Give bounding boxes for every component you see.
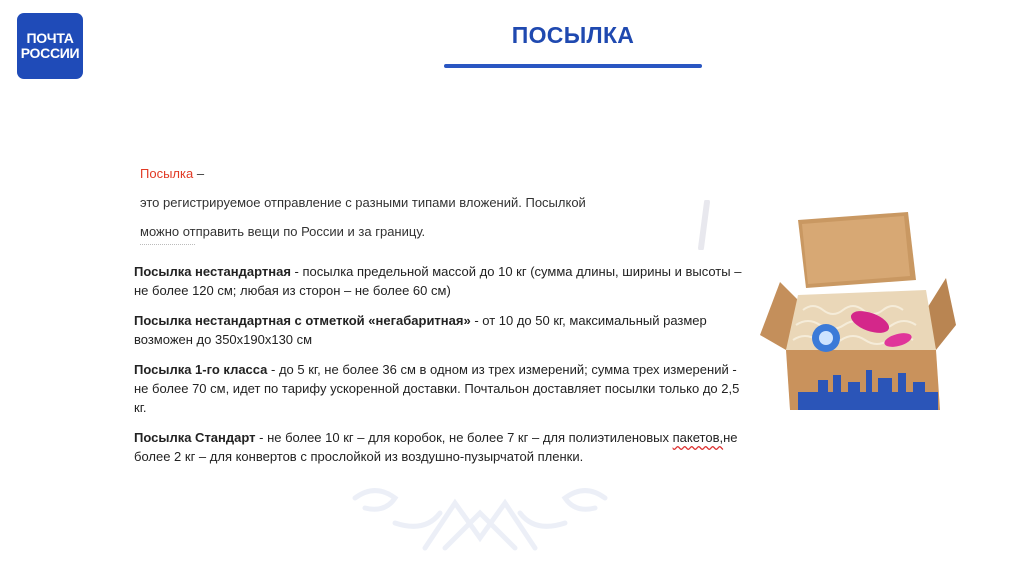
definition-term-text: Посылка	[140, 166, 194, 181]
list-item	[134, 262, 744, 300]
item-text: не более 2 кг – для конвертов с прослойкой из воздушно-пузырчатой пленки.	[134, 430, 738, 464]
item-title: Посылка 1-го класса	[134, 362, 268, 377]
pochta-rossii-logo	[17, 13, 83, 79]
item-title: Посылка нестандартная с отметкой «негабаритная»	[134, 313, 471, 328]
list-item	[134, 311, 744, 349]
page-title: ПОСЫЛКА	[511, 22, 635, 48]
item-text: - посылка предельной массой до 10 кг (сумма длины, ширины и высоты – не более 120 см; любая из сторон – не более 60 см)	[134, 264, 742, 298]
logo-line-1: ПОЧТА	[26, 30, 74, 46]
item-title: Посылка Стандарт	[134, 430, 256, 445]
item-title: Посылка нестандартная	[134, 264, 291, 279]
definition-dash: –	[196, 166, 205, 181]
watermark-ornament	[335, 478, 625, 558]
item-text: - до 5 кг, не более 36 см в одном из трех измерений; сумма трех измерений - не более 70 см, идет по тарифу ускоренной доставки. Почтальон доставляет посылки только до 2,5 кг.	[134, 362, 740, 415]
list-item	[134, 360, 744, 417]
definition-line-2: можно отправить вещи по России и за границу.	[140, 224, 426, 239]
decorative-stroke	[697, 200, 711, 250]
item-text: - от 10 до 50 кг, максимальный размер возможен до 350х190х130 см	[134, 313, 707, 347]
item-text-underlined: пакетов,	[672, 430, 724, 445]
list-item	[134, 428, 744, 466]
title-underline	[444, 64, 702, 68]
definition-line-1: это регистрируемое отправление с разными типами вложений. Посылкой	[140, 195, 586, 210]
parcel-box-illustration	[758, 210, 958, 415]
item-text: - не более 10 кг – для коробок, не более 7 кг – для полиэтиленовых	[255, 430, 673, 445]
parcel-types-list	[134, 262, 744, 477]
logo-line-2: РОССИИ	[20, 45, 80, 61]
divider	[140, 244, 195, 248]
definition-term	[140, 166, 204, 181]
